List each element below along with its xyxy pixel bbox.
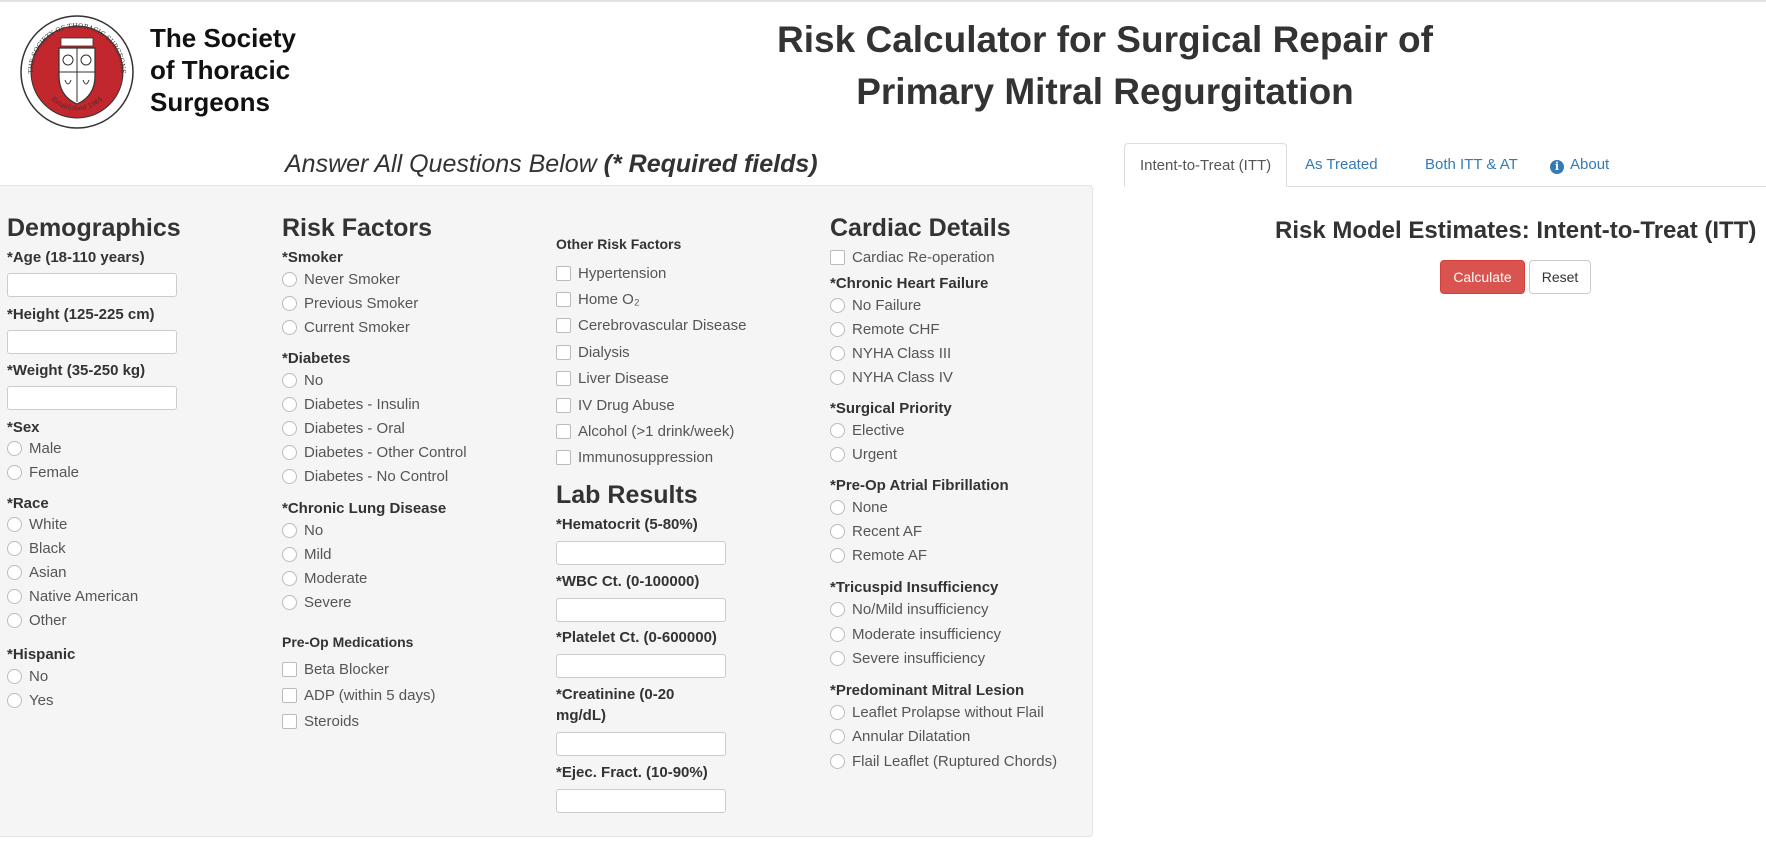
radio-icon[interactable] xyxy=(7,669,22,684)
info-icon: i xyxy=(1550,160,1564,174)
tab-both-itt-at[interactable]: Both ITT & AT xyxy=(1425,156,1518,173)
hematocrit-input[interactable] xyxy=(556,541,726,565)
wbc-label: *WBC Ct. (0-100000) xyxy=(556,573,700,590)
tricuspid-label: *Tricuspid Insufficiency xyxy=(830,579,999,596)
instruction-text: Answer All Questions Below (* Required fields) xyxy=(285,150,818,178)
calculate-button[interactable]: Calculate xyxy=(1440,260,1525,294)
checkbox-icon[interactable] xyxy=(556,292,571,307)
creatinine-label-line-1: *Creatinine (0-20 xyxy=(556,686,675,703)
race-label: *Race xyxy=(7,495,49,512)
ejection-fraction-label: *Ejec. Fract. (10-90%) xyxy=(556,764,708,781)
radio-icon[interactable] xyxy=(282,571,297,586)
height-label: *Height (125-225 cm) xyxy=(7,306,155,323)
creatinine-label-line-2: mg/dL) xyxy=(556,707,606,724)
risk-factors-title: Risk Factors xyxy=(282,214,433,242)
radio-icon[interactable] xyxy=(282,469,297,484)
radio-icon[interactable] xyxy=(830,705,845,720)
radio-icon[interactable] xyxy=(282,373,297,388)
hispanic-label: *Hispanic xyxy=(7,646,76,663)
reset-button[interactable]: Reset xyxy=(1529,260,1591,294)
lab-results-title: Lab Results xyxy=(556,481,698,509)
height-input[interactable] xyxy=(7,330,177,354)
radio-icon[interactable] xyxy=(830,627,845,642)
radio-icon[interactable] xyxy=(282,421,297,436)
radio-icon[interactable] xyxy=(830,298,845,313)
svg-text:Established 1964: Established 1964 xyxy=(49,94,105,113)
radio-icon[interactable] xyxy=(282,397,297,412)
radio-icon[interactable] xyxy=(7,517,22,532)
radio-icon[interactable] xyxy=(282,523,297,538)
cardiac-details-title: Cardiac Details xyxy=(830,214,1011,242)
smoker-label: *Smoker xyxy=(282,249,343,266)
radio-icon[interactable] xyxy=(830,423,845,438)
radio-icon[interactable] xyxy=(282,445,297,460)
wbc-input[interactable] xyxy=(556,598,726,622)
checkbox-icon[interactable] xyxy=(556,371,571,386)
radio-icon[interactable] xyxy=(830,754,845,769)
radio-icon[interactable] xyxy=(7,589,22,604)
checkbox-icon[interactable] xyxy=(556,345,571,360)
form-panel: Demographics *Age (18-110 years) *Height (125-225 cm) *Weight (35-250 kg) *Sex Male Female *Race White Black Asian Native American Other *Hispanic No Yes Risk Factors *Smoker Never Smoker Previous Smoker Current Smoker *Diabetes No Diabetes - Insulin Diabetes - Oral Diabetes - Other Control Diabetes - No Control *Chronic Lung Disease No Mild Moderate Severe Pre-Op Medications Beta Blocker ADP (within 5 days) Steroids Other Risk Factors Hypertension Home O₂ Cerebrovascular Disease Dialysis Liver Disease IV Drug Abuse Alcohol (>1 drink/week) Immunosuppression Lab Results *Hematocrit (5-80%) *WBC Ct. (0-100000) *Platelet Ct. (0-600000) *Creatinine (0-20 mg/dL) *Ejec. Fract. (10-90%) Cardiac Details Cardiac Re-operation *Chronic Heart Failure No Failure Remote CHF NYHA Class III NYHA Class IV *Surgical Priority Elective Urgent *Pre-Op Atrial Fibrillation None Recent AF Remote AF *Tricuspid Insufficiency No/Mild insufficiency Moderate insufficiency Severe insufficiency *Predominant Mitral Lesion Leaflet Prolapse without Flail Annular Dilatation Flail Leaflet (Ruptured Chords) xyxy=(0,185,1093,837)
result-tabs xyxy=(1124,143,1766,187)
radio-icon[interactable] xyxy=(282,320,297,335)
radio-icon[interactable] xyxy=(7,613,22,628)
radio-icon[interactable] xyxy=(830,346,845,361)
weight-input[interactable] xyxy=(7,386,177,410)
radio-icon[interactable] xyxy=(830,651,845,666)
radio-icon[interactable] xyxy=(7,441,22,456)
platelet-input[interactable] xyxy=(556,654,726,678)
checkbox-icon[interactable] xyxy=(282,714,297,729)
radio-icon[interactable] xyxy=(7,465,22,480)
checkbox-icon[interactable] xyxy=(556,424,571,439)
platelet-label: *Platelet Ct. (0-600000) xyxy=(556,629,717,646)
radio-icon[interactable] xyxy=(830,447,845,462)
radio-icon[interactable] xyxy=(282,296,297,311)
sts-seal-logo xyxy=(19,14,135,130)
radio-icon[interactable] xyxy=(830,524,845,539)
other-risk-factors-label: Other Risk Factors xyxy=(556,236,682,252)
radio-icon[interactable] xyxy=(7,541,22,556)
radio-icon[interactable] xyxy=(830,500,845,515)
preop-medications-label: Pre-Op Medications xyxy=(282,634,414,650)
weight-label: *Weight (35-250 kg) xyxy=(7,362,146,379)
surgical-priority-label: *Surgical Priority xyxy=(830,400,952,417)
results-title: Risk Model Estimates: Intent-to-Treat (ITT) xyxy=(1275,217,1757,244)
radio-icon[interactable] xyxy=(830,602,845,617)
ejection-fraction-input[interactable] xyxy=(556,789,726,813)
radio-icon[interactable] xyxy=(282,547,297,562)
radio-icon[interactable] xyxy=(282,595,297,610)
svg-text:THE SOCIETY OF THORACIC SURGEO: THE SOCIETY OF THORACIC SURGEONS xyxy=(26,21,128,74)
radio-icon[interactable] xyxy=(7,693,22,708)
checkbox-icon[interactable] xyxy=(830,250,845,265)
radio-icon[interactable] xyxy=(7,565,22,580)
hematocrit-label: *Hematocrit (5-80%) xyxy=(556,516,698,533)
atrial-fibrillation-label: *Pre-Op Atrial Fibrillation xyxy=(830,477,1009,494)
lung-disease-label: *Chronic Lung Disease xyxy=(282,500,447,517)
radio-icon[interactable] xyxy=(282,272,297,287)
tab-intent-to-treat[interactable]: Intent-to-Treat (ITT) xyxy=(1124,143,1287,187)
radio-icon[interactable] xyxy=(830,548,845,563)
checkbox-icon[interactable] xyxy=(282,662,297,677)
radio-icon[interactable] xyxy=(830,729,845,744)
sex-label: *Sex xyxy=(7,419,40,436)
checkbox-icon[interactable] xyxy=(282,688,297,703)
checkbox-icon[interactable] xyxy=(556,398,571,413)
radio-icon[interactable] xyxy=(830,322,845,337)
creatinine-input[interactable] xyxy=(556,732,726,756)
tab-as-treated[interactable]: As Treated xyxy=(1305,156,1378,173)
checkbox-icon[interactable] xyxy=(556,318,571,333)
radio-icon[interactable] xyxy=(830,370,845,385)
age-input[interactable] xyxy=(7,273,177,297)
checkbox-icon[interactable] xyxy=(556,450,571,465)
org-name: The Society of Thoracic Surgeons xyxy=(150,23,296,117)
top-border xyxy=(0,0,1766,2)
checkbox-icon[interactable] xyxy=(556,266,571,281)
age-label: *Age (18-110 years) xyxy=(7,249,145,266)
diabetes-label: *Diabetes xyxy=(282,350,351,367)
page-title: Risk Calculator for Surgical Repair of Primary Mitral Regurgitation xyxy=(777,19,1433,112)
mitral-lesion-label: *Predominant Mitral Lesion xyxy=(830,682,1025,699)
chf-label: *Chronic Heart Failure xyxy=(830,275,989,292)
tab-about[interactable]: i About xyxy=(1535,143,1624,186)
demographics-title: Demographics xyxy=(7,214,181,242)
